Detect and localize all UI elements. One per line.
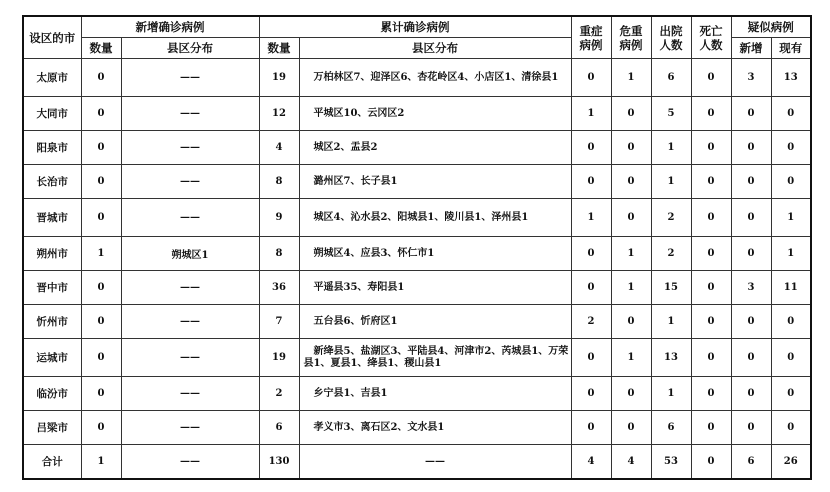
cell-city: 忻州市 bbox=[23, 305, 81, 339]
cell-new: 0 bbox=[81, 199, 121, 237]
cell-discharged: 1 bbox=[651, 131, 691, 165]
cell-critical: 1 bbox=[611, 237, 651, 271]
cell-city: 朔州市 bbox=[23, 237, 81, 271]
cell-deaths: 0 bbox=[691, 165, 731, 199]
cell-new: 0 bbox=[81, 97, 121, 131]
cell-critical: 0 bbox=[611, 199, 651, 237]
header-city: 设区的市 bbox=[23, 16, 81, 59]
cell-cum: 36 bbox=[259, 271, 299, 305]
cell-cum: 130 bbox=[259, 445, 299, 479]
cell-new: 1 bbox=[81, 445, 121, 479]
cell-cum-dist: 乡宁县1、吉县1 bbox=[299, 377, 571, 411]
cell-critical: 0 bbox=[611, 97, 651, 131]
cell-new: 0 bbox=[81, 271, 121, 305]
cell-sus-now: 0 bbox=[771, 131, 811, 165]
cell-deaths: 0 bbox=[691, 131, 731, 165]
cell-sus-now: 0 bbox=[771, 97, 811, 131]
cell-discharged: 2 bbox=[651, 237, 691, 271]
cell-sus-new: 0 bbox=[731, 305, 771, 339]
header-suspected-now: 现有 bbox=[771, 38, 811, 59]
cell-critical: 1 bbox=[611, 339, 651, 377]
cell-city: 吕梁市 bbox=[23, 411, 81, 445]
cell-deaths: 0 bbox=[691, 237, 731, 271]
cell-cum: 4 bbox=[259, 131, 299, 165]
header-suspected-new: 新增 bbox=[731, 38, 771, 59]
cell-new-dist: —— bbox=[121, 445, 259, 479]
cell-deaths: 0 bbox=[691, 377, 731, 411]
cell-severe: 2 bbox=[571, 305, 611, 339]
cell-discharged: 15 bbox=[651, 271, 691, 305]
cell-cum: 9 bbox=[259, 199, 299, 237]
cell-sus-new: 3 bbox=[731, 271, 771, 305]
cell-deaths: 0 bbox=[691, 271, 731, 305]
table-row bbox=[23, 165, 811, 199]
cell-sus-now: 11 bbox=[771, 271, 811, 305]
cell-new: 0 bbox=[81, 59, 121, 97]
cell-severe: 0 bbox=[571, 165, 611, 199]
cell-severe: 0 bbox=[571, 411, 611, 445]
table-row bbox=[23, 97, 811, 131]
cell-discharged: 1 bbox=[651, 305, 691, 339]
cell-cum-dist: 城区4、沁水县2、阳城县1、陵川县1、泽州县1 bbox=[299, 199, 571, 237]
cell-new-dist: —— bbox=[121, 305, 259, 339]
table-row bbox=[23, 339, 811, 377]
cell-cum-dist: 平遥县35、寿阳县1 bbox=[299, 271, 571, 305]
cell-cum-dist: 潞州区7、长子县1 bbox=[299, 165, 571, 199]
header-new-county: 县区分布 bbox=[121, 38, 259, 59]
cell-new-dist: —— bbox=[121, 131, 259, 165]
table-body bbox=[23, 59, 811, 479]
cell-sus-new: 0 bbox=[731, 131, 771, 165]
cell-new-dist: —— bbox=[121, 339, 259, 377]
cell-sus-now: 13 bbox=[771, 59, 811, 97]
table-row bbox=[23, 131, 811, 165]
cell-sus-now: 1 bbox=[771, 237, 811, 271]
cell-sus-now: 0 bbox=[771, 377, 811, 411]
cell-cum: 12 bbox=[259, 97, 299, 131]
cell-critical: 0 bbox=[611, 411, 651, 445]
cell-critical: 1 bbox=[611, 271, 651, 305]
cell-city: 太原市 bbox=[23, 59, 81, 97]
cell-new-dist: —— bbox=[121, 271, 259, 305]
cell-cum-dist: 平城区10、云冈区2 bbox=[299, 97, 571, 131]
cell-new: 0 bbox=[81, 411, 121, 445]
cell-city: 大同市 bbox=[23, 97, 81, 131]
cell-sus-new: 0 bbox=[731, 165, 771, 199]
cell-deaths: 0 bbox=[691, 97, 731, 131]
cell-critical: 4 bbox=[611, 445, 651, 479]
header-critical-label: 危重病例 bbox=[619, 23, 643, 52]
cell-city: 临汾市 bbox=[23, 377, 81, 411]
header-new-confirmed: 新增确诊病例 bbox=[81, 16, 259, 38]
cell-sus-new: 6 bbox=[731, 445, 771, 479]
cell-new: 0 bbox=[81, 305, 121, 339]
cell-severe: 0 bbox=[571, 271, 611, 305]
cell-critical: 0 bbox=[611, 305, 651, 339]
cell-cum-dist: 五台县6、忻府区1 bbox=[299, 305, 571, 339]
cell-cum-dist: —— bbox=[299, 445, 571, 479]
cell-sus-new: 0 bbox=[731, 339, 771, 377]
cell-severe: 0 bbox=[571, 237, 611, 271]
header-new-count: 数量 bbox=[81, 38, 121, 59]
cell-deaths: 0 bbox=[691, 305, 731, 339]
table-row bbox=[23, 411, 811, 445]
header-deaths bbox=[691, 16, 731, 59]
covid-case-table bbox=[22, 15, 812, 480]
cell-severe: 4 bbox=[571, 445, 611, 479]
cell-city: 运城市 bbox=[23, 339, 81, 377]
header-critical bbox=[611, 16, 651, 59]
cell-new: 0 bbox=[81, 377, 121, 411]
cell-critical: 0 bbox=[611, 165, 651, 199]
cell-sus-now: 26 bbox=[771, 445, 811, 479]
cell-deaths: 0 bbox=[691, 199, 731, 237]
cell-critical: 0 bbox=[611, 377, 651, 411]
cell-sus-new: 0 bbox=[731, 199, 771, 237]
cell-cum-dist: 孝义市3、离石区2、文水县1 bbox=[299, 411, 571, 445]
cell-severe: 1 bbox=[571, 199, 611, 237]
cell-new: 0 bbox=[81, 339, 121, 377]
table-row bbox=[23, 237, 811, 271]
header-cum-count: 数量 bbox=[259, 38, 299, 59]
cell-severe: 1 bbox=[571, 97, 611, 131]
cell-new: 0 bbox=[81, 165, 121, 199]
cell-discharged: 5 bbox=[651, 97, 691, 131]
header-deaths-label: 死亡人数 bbox=[699, 23, 723, 52]
cell-severe: 0 bbox=[571, 59, 611, 97]
cell-severe: 0 bbox=[571, 339, 611, 377]
cell-new: 1 bbox=[81, 237, 121, 271]
cell-cum-dist: 新绛县5、盐湖区3、平陆县4、河津市2、芮城县1、万荣县1、夏县1、绛县1、稷山县1 bbox=[299, 339, 571, 377]
cell-new-dist: —— bbox=[121, 59, 259, 97]
cell-cum: 19 bbox=[259, 339, 299, 377]
cell-cum-dist: 城区2、盂县2 bbox=[299, 131, 571, 165]
cell-city: 阳泉市 bbox=[23, 131, 81, 165]
table-row-total bbox=[23, 445, 811, 479]
case-table-container bbox=[22, 15, 810, 480]
cell-sus-new: 0 bbox=[731, 411, 771, 445]
cell-cum-dist: 万柏林区7、迎泽区6、杏花岭区4、小店区1、清徐县1 bbox=[299, 59, 571, 97]
cell-sus-now: 0 bbox=[771, 165, 811, 199]
cell-critical: 0 bbox=[611, 131, 651, 165]
cell-discharged: 1 bbox=[651, 165, 691, 199]
cell-discharged: 6 bbox=[651, 411, 691, 445]
cell-sus-now: 0 bbox=[771, 411, 811, 445]
cell-cum: 8 bbox=[259, 165, 299, 199]
cell-new-dist: —— bbox=[121, 199, 259, 237]
cell-discharged: 6 bbox=[651, 59, 691, 97]
header-discharged bbox=[651, 16, 691, 59]
cell-severe: 0 bbox=[571, 377, 611, 411]
cell-city: 合计 bbox=[23, 445, 81, 479]
cell-deaths: 0 bbox=[691, 339, 731, 377]
table-row bbox=[23, 59, 811, 97]
cell-sus-now: 1 bbox=[771, 199, 811, 237]
cell-cum-dist: 朔城区4、应县3、怀仁市1 bbox=[299, 237, 571, 271]
header-discharged-label: 出院人数 bbox=[659, 23, 683, 52]
header-suspected: 疑似病例 bbox=[731, 16, 811, 38]
cell-deaths: 0 bbox=[691, 411, 731, 445]
cell-discharged: 1 bbox=[651, 377, 691, 411]
cell-critical: 1 bbox=[611, 59, 651, 97]
cell-new: 0 bbox=[81, 131, 121, 165]
cell-severe: 0 bbox=[571, 131, 611, 165]
header-cum-county: 县区分布 bbox=[299, 38, 571, 59]
cell-discharged: 13 bbox=[651, 339, 691, 377]
cell-sus-new: 0 bbox=[731, 237, 771, 271]
table-row bbox=[23, 271, 811, 305]
cell-new-dist: 朔城区1 bbox=[121, 237, 259, 271]
table-row bbox=[23, 377, 811, 411]
cell-discharged: 2 bbox=[651, 199, 691, 237]
cell-deaths: 0 bbox=[691, 59, 731, 97]
cell-cum: 19 bbox=[259, 59, 299, 97]
cell-sus-new: 3 bbox=[731, 59, 771, 97]
cell-city: 晋城市 bbox=[23, 199, 81, 237]
cell-cum: 7 bbox=[259, 305, 299, 339]
header-cumulative-confirmed: 累计确诊病例 bbox=[259, 16, 571, 38]
cell-sus-now: 0 bbox=[771, 339, 811, 377]
cell-deaths: 0 bbox=[691, 445, 731, 479]
cell-cum: 8 bbox=[259, 237, 299, 271]
cell-new-dist: —— bbox=[121, 377, 259, 411]
cell-new-dist: —— bbox=[121, 97, 259, 131]
cell-sus-now: 0 bbox=[771, 305, 811, 339]
header-severe-label: 重症病例 bbox=[579, 23, 603, 52]
cell-sus-new: 0 bbox=[731, 377, 771, 411]
cell-new-dist: —— bbox=[121, 411, 259, 445]
cell-cum: 2 bbox=[259, 377, 299, 411]
table-row bbox=[23, 305, 811, 339]
cell-city: 长治市 bbox=[23, 165, 81, 199]
header-severe bbox=[571, 16, 611, 59]
cell-city: 晋中市 bbox=[23, 271, 81, 305]
cell-cum: 6 bbox=[259, 411, 299, 445]
cell-discharged: 53 bbox=[651, 445, 691, 479]
cell-new-dist: —— bbox=[121, 165, 259, 199]
cell-sus-new: 0 bbox=[731, 97, 771, 131]
table-row bbox=[23, 199, 811, 237]
